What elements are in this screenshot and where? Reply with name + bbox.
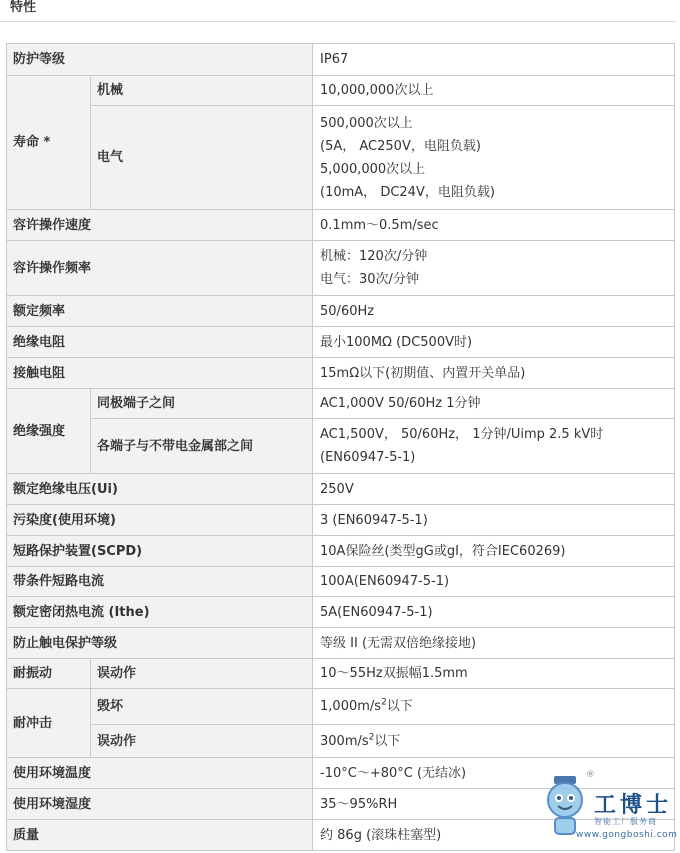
table-row xyxy=(7,106,675,210)
row-value: 等级 II (无需双倍绝缘接地) xyxy=(313,628,675,659)
table-row xyxy=(7,76,675,106)
row-value: 10～55Hz双振幅1.5mm xyxy=(313,659,675,689)
row-label: 带条件短路电流 xyxy=(7,567,313,597)
exponent: 2 xyxy=(368,732,375,743)
value-line: 机械：120次/分钟 xyxy=(320,249,428,264)
row-label: 质量 xyxy=(7,820,313,851)
row-label: 容许操作速度 xyxy=(7,210,313,241)
table-row xyxy=(7,358,675,389)
table-row xyxy=(7,628,675,659)
row-value: 50/60Hz xyxy=(313,296,675,327)
table-row xyxy=(7,241,675,296)
table-row xyxy=(7,296,675,327)
row-value: 5A(EN60947-5-1) xyxy=(313,597,675,628)
value-line: 500,000次以上 xyxy=(320,115,413,131)
value-line: 电气：30次/分钟 xyxy=(320,272,419,287)
value-line: (5A， AC250V，电阻负载) xyxy=(320,138,481,154)
row-value xyxy=(313,106,675,210)
row-label: 容许操作频率 xyxy=(7,241,313,296)
table-row xyxy=(7,327,675,358)
section-title: 特性 xyxy=(10,0,37,15)
row-sublabel: 机械 xyxy=(91,76,313,106)
value-line: AC1,500V， 50/60Hz， 1分钟/Uimp 2.5 kV时 xyxy=(320,427,604,442)
value-suffix: 以下 xyxy=(386,699,413,714)
table-row xyxy=(7,725,675,758)
row-label: 寿命 * xyxy=(7,76,91,210)
row-value: -10°C～+80°C (无结冰) xyxy=(313,758,675,789)
row-value xyxy=(313,689,675,725)
row-value: 0.1mm～0.5m/sec xyxy=(313,210,675,241)
row-value: 约 86g (滚珠柱塞型) xyxy=(313,820,675,851)
row-sublabel: 误动作 xyxy=(91,659,313,689)
row-sublabel: 同极端子之间 xyxy=(91,389,313,419)
row-label: 绝缘强度 xyxy=(7,389,91,474)
exponent: 2 xyxy=(381,697,387,708)
table-row xyxy=(7,44,675,76)
row-value: IP67 xyxy=(313,44,675,76)
value-text: 300m/s xyxy=(320,733,369,749)
value-line: (EN60947-5-1) xyxy=(320,450,416,465)
value-line: 5,000,000次以上 xyxy=(320,161,426,177)
row-sublabel: 各端子与不带电金属部之间 xyxy=(91,419,313,474)
row-label: 短路保护装置(SCPD) xyxy=(7,536,313,567)
value-suffix: 以下 xyxy=(374,733,401,749)
row-label: 防止触电保护等级 xyxy=(7,628,313,659)
row-label: 耐振动 xyxy=(7,659,91,689)
table-row xyxy=(7,659,675,689)
row-label: 额定密闭热电流 (Ithe) xyxy=(7,597,313,628)
table-row xyxy=(7,689,675,725)
row-value: 最小100MΩ (DC500V时) xyxy=(313,327,675,358)
row-value xyxy=(313,419,675,474)
table-row xyxy=(7,389,675,419)
table-row xyxy=(7,210,675,241)
row-value: 3 (EN60947-5-1) xyxy=(313,505,675,536)
row-value xyxy=(313,241,675,296)
row-label: 防护等级 xyxy=(7,44,313,76)
spec-table xyxy=(6,43,678,851)
table-row xyxy=(7,567,675,597)
table-row xyxy=(7,419,675,474)
row-value: 35～95%RH xyxy=(313,789,675,820)
watermark xyxy=(538,768,680,853)
row-value: 10,000,000次以上 xyxy=(313,76,675,106)
row-value: 250V xyxy=(313,474,675,505)
value-text: 1,000m/s xyxy=(320,699,382,714)
table-row xyxy=(7,597,675,628)
row-label: 额定绝缘电压(Ui) xyxy=(7,474,313,505)
watermark-name: 工博士 xyxy=(594,792,673,818)
row-value: 15mΩ以下(初期值、内置开关单品) xyxy=(313,358,675,389)
watermark-url: www.gongboshi.com xyxy=(576,830,678,840)
row-value: 10A保险丝(类型gG或gI，符合IEC60269) xyxy=(313,536,675,567)
row-sublabel: 误动作 xyxy=(91,725,313,758)
registered-mark: ® xyxy=(586,770,595,780)
row-label: 额定频率 xyxy=(7,296,313,327)
row-sublabel: 电气 xyxy=(91,106,313,210)
table-row xyxy=(7,474,675,505)
section-divider xyxy=(0,21,676,22)
row-label: 接触电阻 xyxy=(7,358,313,389)
row-label: 耐冲击 xyxy=(7,689,91,758)
row-value: 100A(EN60947-5-1) xyxy=(313,567,675,597)
table-row xyxy=(7,536,675,567)
row-label: 污染度(使用环境) xyxy=(7,505,313,536)
row-value xyxy=(313,725,675,758)
row-sublabel: 毁坏 xyxy=(91,689,313,725)
row-value: AC1,000V 50/60Hz 1分钟 xyxy=(313,389,675,419)
value-line: (10mA， DC24V，电阻负载) xyxy=(320,184,495,200)
row-label: 使用环境湿度 xyxy=(7,789,313,820)
table-row xyxy=(7,505,675,536)
watermark-subtitle: 智能工厂服务商 xyxy=(594,817,657,826)
row-label: 绝缘电阻 xyxy=(7,327,313,358)
row-label: 使用环境温度 xyxy=(7,758,313,789)
